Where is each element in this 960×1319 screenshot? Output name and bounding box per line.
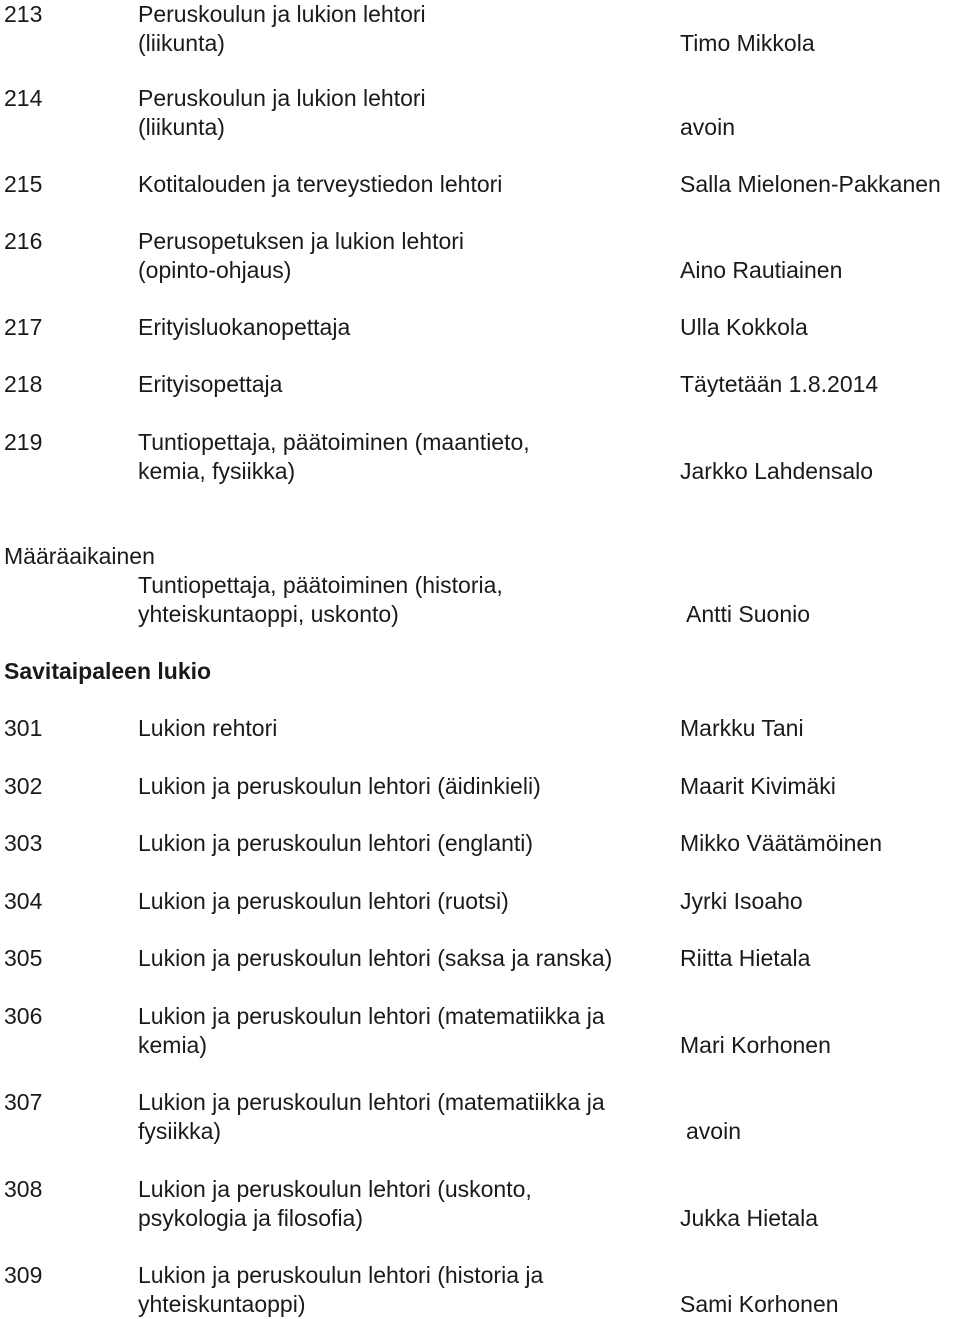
position-holder: Maarit Kivimäki [680, 773, 836, 799]
position-title: Kotitalouden ja terveystiedon lehtori [138, 171, 503, 197]
position-number: 304 [4, 888, 43, 914]
position-holder: Salla Mielonen-Pakkanen [680, 171, 941, 197]
position-title: Lukion ja peruskoulun lehtori (äidinkieli) [138, 773, 541, 799]
position-title: Lukion ja peruskoulun lehtori (matematiikka ja kemia) [138, 1003, 605, 1058]
fixed-term-label: Määräaikainen [4, 543, 155, 569]
position-title: Lukion ja peruskoulun lehtori (uskonto, psykologia ja filosofia) [138, 1176, 532, 1231]
position-number: 214 [4, 85, 43, 111]
position-number: 302 [4, 773, 43, 799]
position-title: Tuntiopettaja, päätoiminen (historia, yhteiskuntaoppi, uskonto) [138, 572, 503, 627]
position-holder: Täytetään 1.8.2014 [680, 371, 879, 397]
position-number: 306 [4, 1003, 43, 1029]
position-number: 213 [4, 1, 43, 27]
position-title: Lukion ja peruskoulun lehtori (saksa ja ranska) [138, 945, 613, 971]
position-holder: Jarkko Lahdensalo [680, 458, 874, 484]
position-title: Peruskoulun ja lukion lehtori (liikunta) [138, 1, 426, 56]
position-holder: avoin [680, 114, 735, 140]
position-holder: Ulla Kokkola [680, 314, 808, 340]
position-number: 215 [4, 171, 43, 197]
position-holder: Sami Korhonen [680, 1291, 839, 1317]
position-title: Lukion ja peruskoulun lehtori (matematiikka ja fysiikka) [138, 1089, 605, 1144]
section-heading: Savitaipaleen lukio [4, 658, 212, 684]
position-holder: Timo Mikkola [680, 30, 815, 56]
position-title: Erityisluokanopettaja [138, 314, 351, 340]
position-title: Lukion ja peruskoulun lehtori (ruotsi) [138, 888, 509, 914]
position-holder: Mari Korhonen [680, 1032, 831, 1058]
position-holder: Riitta Hietala [680, 945, 811, 971]
position-number: 218 [4, 371, 43, 397]
position-holder: avoin [686, 1118, 741, 1144]
position-holder: Jukka Hietala [680, 1205, 819, 1231]
position-holder: Jyrki Isoaho [680, 888, 803, 914]
position-holder: Markku Tani [680, 715, 804, 741]
position-holder: Mikko Väätämöinen [680, 830, 882, 856]
position-number: 216 [4, 228, 43, 254]
position-holder: Antti Suonio [686, 601, 811, 627]
position-number: 217 [4, 314, 43, 340]
position-title: Lukion ja peruskoulun lehtori (englanti) [138, 830, 534, 856]
position-number: 305 [4, 945, 43, 971]
position-title: Lukion rehtori [138, 715, 278, 741]
position-number: 307 [4, 1089, 43, 1115]
position-title: Peruskoulun ja lukion lehtori (liikunta) [138, 85, 426, 140]
position-number: 309 [4, 1262, 43, 1288]
position-title: Erityisopettaja [138, 371, 283, 397]
position-title: Lukion ja peruskoulun lehtori (historia ja yhteiskuntaoppi) [138, 1262, 544, 1317]
position-title: Perusopetuksen ja lukion lehtori (opinto-ohjaus) [138, 228, 465, 283]
position-number: 308 [4, 1176, 43, 1202]
position-number: 303 [4, 830, 43, 856]
position-number: 219 [4, 429, 43, 455]
position-holder: Aino Rautiainen [680, 257, 843, 283]
position-title: Tuntiopettaja, päätoiminen (maantieto, kemia, fysiikka) [138, 429, 530, 484]
position-number: 301 [4, 715, 43, 741]
